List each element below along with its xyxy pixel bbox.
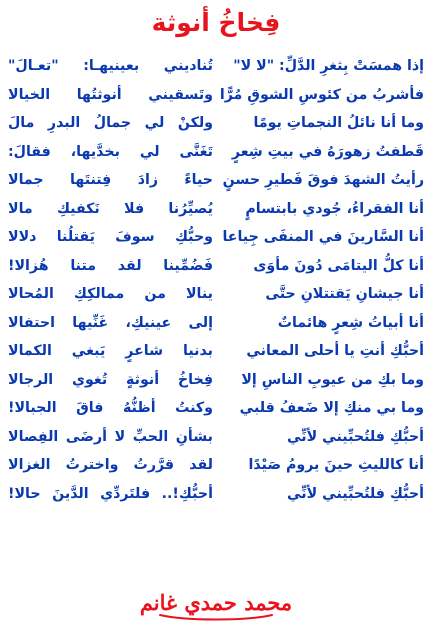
verse-row: [8, 138, 424, 167]
verse-second-hemistich: تَغَنَّى لي بخدَّيها، فقالَ:: [8, 143, 213, 160]
verse-row: [8, 252, 424, 281]
verse-second-hemistich: ولكنْ لي جمالُ البدرِ مالَ: [8, 115, 213, 132]
verse-row: [8, 223, 424, 252]
verse-first-hemistich: أنا كلُّ اليتامَى دُونَ مأوَى: [253, 257, 424, 274]
verse-first-hemistich: أنا السَّارينَ في المنفَى جِياعا: [222, 229, 424, 246]
verse-first-hemistich: وما بي منكِ إلا ضَعفُ قلبي: [239, 400, 424, 417]
verse-first-hemistich: إذا همسَتْ بِثغرِ الدَّلِّ: "لا لا": [233, 58, 424, 75]
verse-second-hemistich: تُناديني بعينيهـا: "تعـالَ": [8, 58, 213, 75]
verse-second-hemistich: فَضُمِّينا لقد متنا هُزالا!: [8, 257, 213, 274]
verse-second-hemistich: يُصيِّرُنا فلا نَكفيكِ مالا: [8, 200, 213, 217]
verse-first-hemistich: أنا الفقراءُ، جُودي بابتسامٍ: [245, 200, 424, 217]
verse-row: [8, 451, 424, 480]
verse-first-hemistich: رأيتُ الشهدَ فوقَ فَطيرِ حسنٍ: [222, 172, 424, 189]
verse-row: [8, 195, 424, 224]
verse-first-hemistich: أحبُّكِ فلتُحبِّيني لأنِّي: [286, 428, 424, 445]
verse-row: [8, 109, 424, 138]
verse-row: [8, 366, 424, 395]
verse-row: [8, 166, 424, 195]
verse-first-hemistich: فأشربُ من كئوسِ الشوقِ مُرًّا: [219, 86, 424, 103]
verse-second-hemistich: وتَسقيني أنوثتُها الخيالا: [8, 86, 213, 103]
verse-row: [8, 52, 424, 81]
verse-first-hemistich: أحبُّكِ أنتِ يا أحلى المعاني: [246, 343, 424, 360]
verse-row: [8, 280, 424, 309]
poem-body: [8, 52, 424, 508]
verse-row: [8, 309, 424, 338]
verse-first-hemistich: أنا جيشانِ يَقتتلانِ حتَّى: [265, 286, 424, 303]
poet-signature: [0, 588, 432, 622]
verse-first-hemistich: أحبُّكِ فلتُحبِّيني لأنِّي: [286, 485, 424, 502]
verse-first-hemistich: وما بكِ من عيوبِ الناسِ إلا: [241, 371, 424, 388]
verse-row: [8, 394, 424, 423]
verse-second-hemistich: لقد قرَّرتُ واخترتُ الغزالا: [8, 457, 213, 474]
verse-first-hemistich: أنا كالليثِ حينَ يرومُ صَيْدًا: [248, 457, 424, 474]
verse-row: [8, 480, 424, 509]
poem-title: فِخاخُ أنوثة: [151, 8, 281, 37]
verse-second-hemistich: بشأنِ الحبِّ لا أرضَى الفِصالا: [8, 428, 213, 445]
verse-second-hemistich: أحبُّكِ!.. فلتَردِّي الدَّينَ حالا!: [8, 485, 213, 502]
verse-row: [8, 423, 424, 452]
verse-row: [8, 337, 424, 366]
verse-row: [8, 81, 424, 110]
verse-second-hemistich: إلى عينيكِ، غَنِّيها احتفالا: [8, 314, 213, 331]
verse-second-hemistich: بدنيا شاعرٍ يَبغي الكمالا: [8, 343, 213, 360]
verse-first-hemistich: قَطفتُ زهورَهُ في بيتِ شِعرٍ: [231, 143, 424, 160]
verse-second-hemistich: حياءً زادَ فِتنتَها جمالا: [8, 172, 213, 189]
verse-second-hemistich: وكنتُ أظنُّهُ فاقَ الجبالا!: [8, 400, 213, 417]
verse-first-hemistich: أنا أبياتُ شِعرٍ هائماتٌ: [277, 314, 424, 331]
verse-first-hemistich: وما أنا نائلُ النجماتِ يومًا: [253, 115, 424, 132]
poet-name: محمد حمدي غانم: [139, 590, 293, 615]
verse-second-hemistich: وحبُّكِ سوفَ يَقتلُنا دلالا: [8, 229, 213, 246]
verse-second-hemistich: فِخاخُ أنوثةٍ تُغوي الرجالا: [8, 371, 213, 388]
verse-second-hemistich: ينالا من ممالكِكِ المُحالا: [8, 286, 213, 303]
